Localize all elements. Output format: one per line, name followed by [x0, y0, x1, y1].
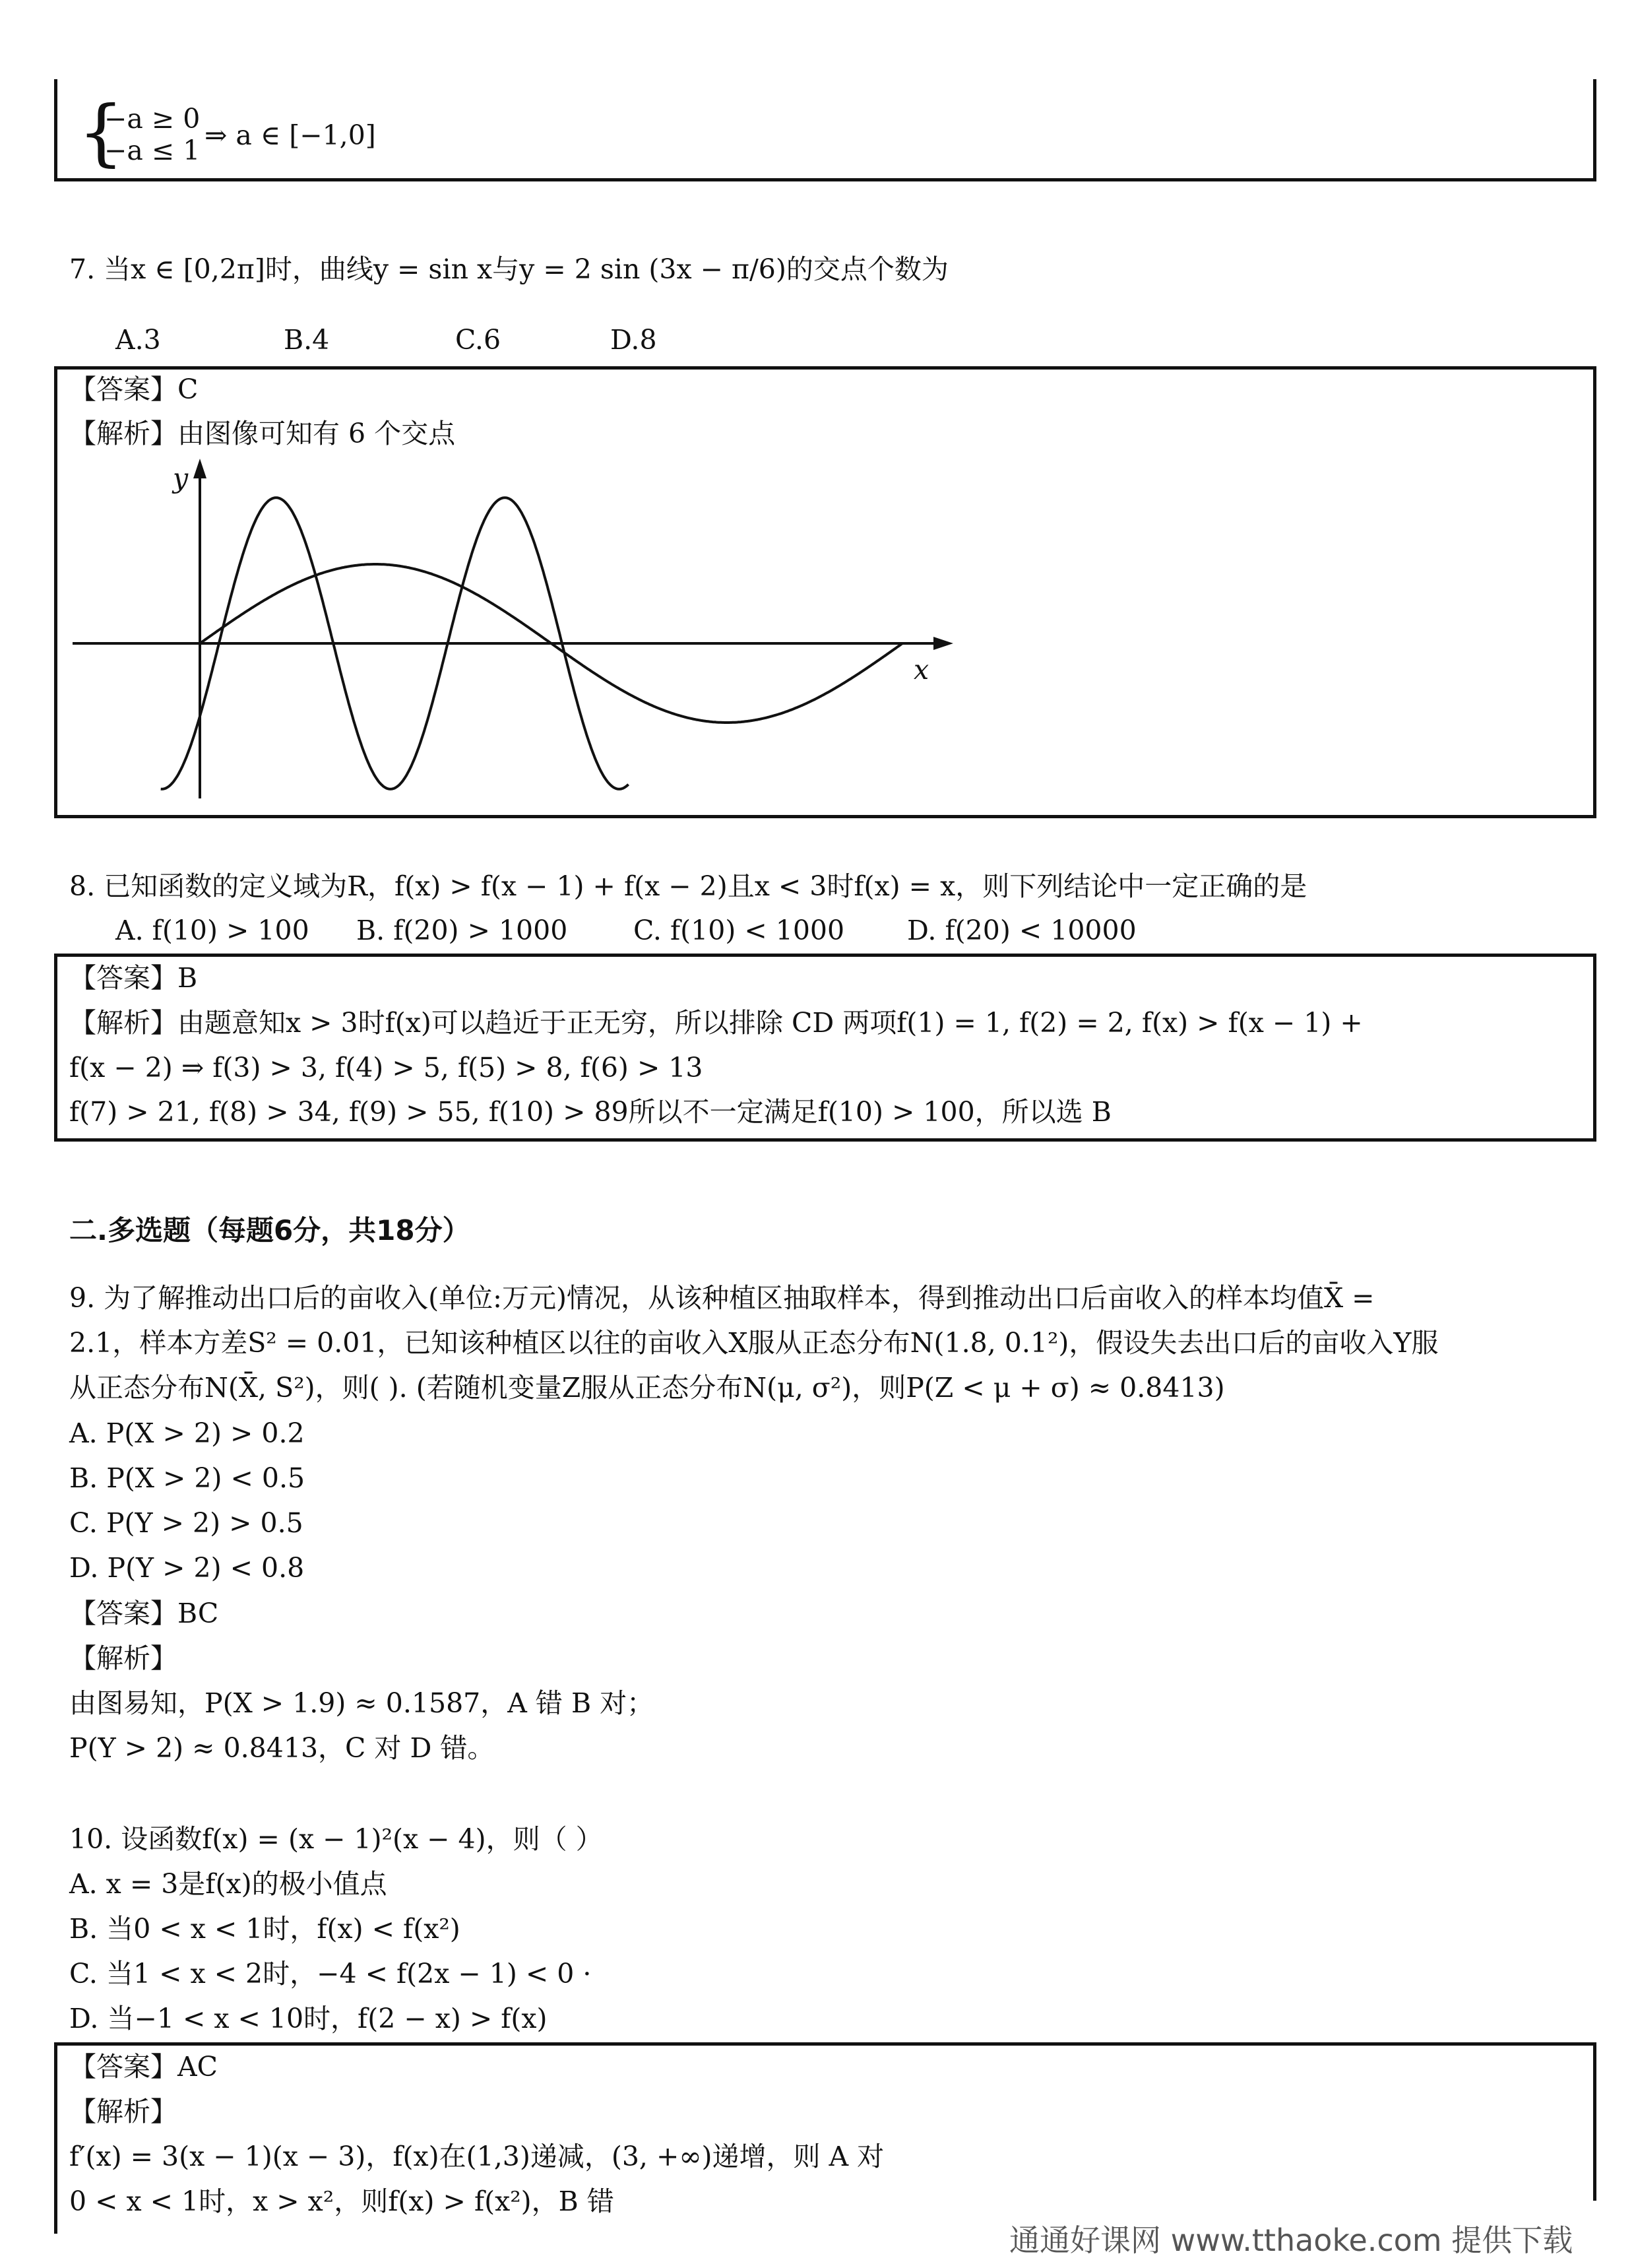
q8-option-a: A. f(10) > 100 [115, 915, 309, 946]
q10-analysis-2: 0 < x < 1时，x > x²，则f(x) > f(x²)，B 错 [69, 2186, 614, 2217]
q9-analysis-1: 由图易知，P(X > 1.9) ≈ 0.1587，A 错 B 对； [69, 1687, 654, 1719]
q10-option-a: A. x = 3是f(x)的极小值点 [69, 1868, 387, 1900]
case-brace: { [78, 90, 124, 174]
top-box-right-border [1593, 79, 1596, 181]
q8-analysis-1: 【解析】由题意知x > 3时f(x)可以趋近于正无穷，所以排除 CD 两项f(1) = 1, f(2) = 2, f(x) > f(x − 1) + [69, 1007, 1363, 1039]
q7-option-b: B.4 [284, 324, 330, 356]
q9-answer: 【答案】BC [69, 1598, 219, 1629]
q10-analysis-1: f′(x) = 3(x − 1)(x − 3)，f(x)在(1,3)递减，(3, +∞)递增，则 A 对 [69, 2141, 885, 2172]
axis-label-x: x [914, 654, 929, 686]
section-2-heading: 二.多选题（每题6分，共18分） [69, 1214, 470, 1247]
q8-question: 8. 已知函数的定义域为R，f(x) > f(x − 1) + f(x − 2)且x < 3时f(x) = x，则下列结论中一定正确的是 [69, 870, 1307, 902]
top-box-left-border [54, 79, 57, 181]
q9-line-1: 9. 为了解推动出口后的亩收入(单位:万元)情况，从该种植区抽取样本，得到推动出口后亩收入的样本均值X̄ = [69, 1282, 1375, 1314]
q10-question: 10. 设函数f(x) = (x − 1)²(x − 4)，则（ ） [69, 1823, 603, 1855]
q7-answer: 【答案】C [69, 373, 199, 405]
q9-line-2: 2.1，样本方差S² = 0.01，已知该种植区以往的亩收入X服从正态分布N(1.8, 0.1²)，假设失去出口后的亩收入Y服 [69, 1327, 1439, 1359]
q9-option-b: B. P(X > 2) < 0.5 [69, 1462, 305, 1494]
q10-option-c: C. 当1 < x < 2时，−4 < f(2x − 1) < 0 · [69, 1958, 592, 1990]
axis-label-y: y [173, 463, 189, 494]
q8-analysis-3: f(7) > 21, f(8) > 34, f(9) > 55, f(10) > 89所以不一定满足f(10) > 100，所以选 B [69, 1096, 1112, 1128]
case-line-2: −a ≤ 1 [104, 135, 201, 166]
q7-option-c: C.6 [455, 324, 501, 356]
q9-option-c: C. P(Y > 2) > 0.5 [69, 1507, 303, 1539]
q8-option-d: D. f(20) < 10000 [907, 915, 1137, 946]
q10-option-d: D. 当−1 < x < 10时，f(2 − x) > f(x) [69, 2003, 548, 2034]
x-axis-arrow [933, 637, 953, 650]
watermark: 通通好课网 www.tthaoke.com 提供下载 [1009, 2222, 1573, 2258]
q10-box-left [54, 2042, 57, 2234]
top-box-bottom-border [54, 178, 1596, 181]
q10-box-right [1593, 2042, 1596, 2201]
q7-question: 7. 当x ∈ [0,2π]时，曲线y = sin x与y = 2 sin (3x − π/6)的交点个数为 [69, 253, 949, 285]
q7-option-a: A.3 [115, 324, 161, 356]
q8-answer: 【答案】B [69, 962, 198, 994]
q9-option-a: A. P(X > 2) > 0.2 [69, 1417, 305, 1449]
q8-option-c: C. f(10) < 1000 [633, 915, 845, 946]
q9-analysis-label: 【解析】 [69, 1642, 177, 1674]
case-line-1: −a ≥ 0 [104, 103, 201, 135]
q8-option-b: B. f(20) > 1000 [356, 915, 568, 946]
q10-box-top [54, 2042, 1596, 2046]
q9-option-d: D. P(Y > 2) < 0.8 [69, 1552, 305, 1584]
q8-analysis-2: f(x − 2) ⇒ f(3) > 3, f(4) > 5, f(5) > 8, f(6) > 13 [69, 1052, 703, 1084]
q10-analysis-label: 【解析】 [69, 2096, 177, 2127]
q9-line-3: 从正态分布N(X̄, S²)，则( ). (若随机变量Z服从正态分布N(μ, σ²)，则P(Z < μ + σ) ≈ 0.8413) [69, 1372, 1225, 1404]
q7-option-d: D.8 [610, 324, 657, 356]
q10-option-b: B. 当0 < x < 1时，f(x) < f(x²) [69, 1913, 460, 1945]
q7-analysis: 【解析】由图像可知有 6 个交点 [69, 418, 456, 449]
case-result: ⇒ a ∈ [−1,0] [204, 119, 376, 151]
q7-graph [66, 455, 990, 812]
y-axis-arrow [193, 459, 206, 478]
q10-answer: 【答案】AC [69, 2051, 218, 2083]
q9-analysis-2: P(Y > 2) ≈ 0.8413，C 对 D 错。 [69, 1732, 495, 1764]
